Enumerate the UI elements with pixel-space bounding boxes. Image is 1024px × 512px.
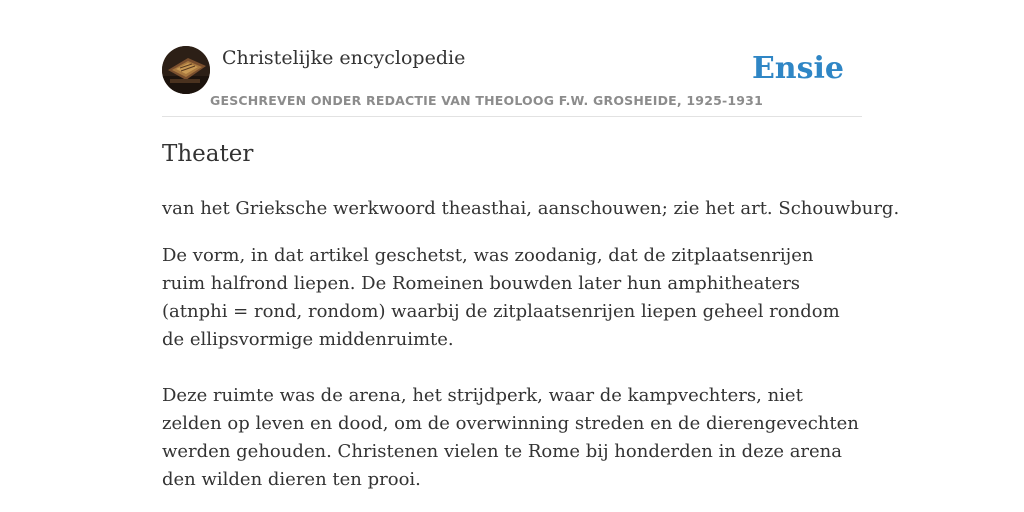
ensie-logo-link[interactable]: Ensie bbox=[751, 51, 844, 86]
article bbox=[162, 138, 900, 494]
article-paragraph: De vorm, in dat artikel geschetst, was zoodanig, dat de zitplaatsenrijen ruim halfrond liepen. De Romeinen bouwden later hun amphitheaters (atnphi = rond, rondom) waarbij de zitplaatsenrijen liepen geheel rondom de ellipsvormige middenruimte. bbox=[162, 245, 840, 350]
site-title[interactable]: Christelijke encyclopedie bbox=[222, 47, 466, 69]
site-header bbox=[162, 46, 862, 117]
article-lead: van het Grieksche werkwoord theasthai, aanschouwen; zie het art. Schouwburg. bbox=[162, 198, 900, 219]
article-paragraph: Deze ruimte was de arena, het strijdperk, waar de kampvechters, niet zelden op leven en dood, om de overwinning streden en de dierengevechten werden gehouden. Christenen vielen te Rome bij honderden in deze arena den wilden dieren ten prooi. bbox=[162, 385, 859, 490]
site-subtitle: GESCHREVEN ONDER REDACTIE VAN THEOLOOG F.W. GROSHEIDE, 1925-1931 bbox=[210, 93, 763, 108]
article-title: Theater bbox=[162, 141, 254, 167]
encyclopedia-cover-image[interactable] bbox=[162, 46, 210, 94]
